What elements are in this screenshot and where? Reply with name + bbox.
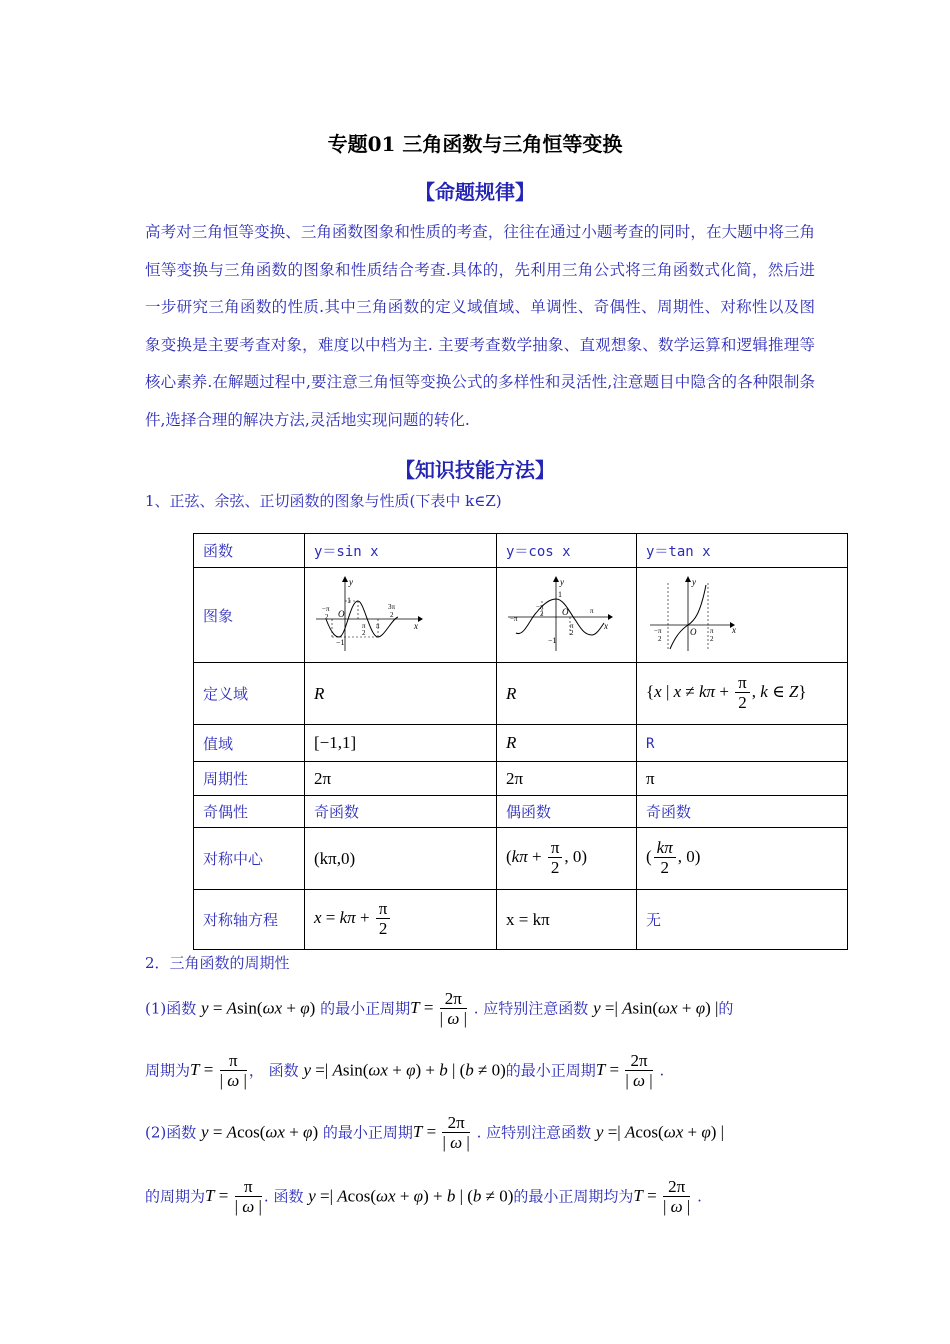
tan-center: ( $\frac{k\pi}{2}$ , 0) xyxy=(637,828,848,890)
sin-axis: x = kπ + $\frac{\pi}{2}$ xyxy=(305,890,497,950)
svg-text:2: 2 xyxy=(710,635,714,643)
svg-text:2: 2 xyxy=(325,613,329,621)
period-para-1-line-2: 周期为T = $\frac{\pi}{| \omega |}$ ， 函数 y =| Asin(ωx + φ) + b | (b ≠ 0)的最小正周期T = $\frac{2\pi}{| \omega |}$ . xyxy=(145,1051,665,1090)
svg-text:2: 2 xyxy=(540,610,544,618)
sin-graph xyxy=(314,573,424,653)
svg-text:π: π xyxy=(590,607,594,615)
svg-text:2: 2 xyxy=(390,611,394,619)
sin-parity: 奇函数 xyxy=(305,796,497,828)
item-2-heading: 2．三角函数的周期性 xyxy=(145,954,290,972)
section-heading-knowledge: 【知识技能方法】 xyxy=(395,458,555,482)
svg-text:π: π xyxy=(376,622,380,630)
col-head-function: 函数 xyxy=(194,534,305,568)
svg-text:1: 1 xyxy=(347,596,351,605)
sin-domain: R xyxy=(314,683,325,703)
cos-parity: 偶函数 xyxy=(497,796,637,828)
cos-center: (kπ + $\frac{\pi}{2}$ , 0) xyxy=(497,828,637,890)
col-head-tan: y＝tan x xyxy=(637,534,848,568)
svg-text:π: π xyxy=(570,622,574,630)
svg-text:−π: −π xyxy=(510,615,518,623)
tan-axis: 无 xyxy=(637,890,848,950)
row-head-center: 对称中心 xyxy=(194,828,305,890)
tan-period: π xyxy=(646,768,655,788)
tan-graph-cell xyxy=(637,568,848,663)
svg-text:2: 2 xyxy=(362,629,366,637)
svg-text:x: x xyxy=(414,621,418,631)
svg-text:−π: −π xyxy=(654,627,662,635)
period-para-2-line-1: (2)函数 y = Acos(ωx + φ) 的最小正周期T = $\frac{2\pi}{| \omega |}$ . 应特别注意函数 y =| Acos(ωx + φ) | xyxy=(145,1113,725,1152)
svg-text:O: O xyxy=(690,627,697,637)
cos-graph-cell xyxy=(497,568,637,663)
row-head-graph: 图象 xyxy=(194,568,305,663)
page-title: 专题01 三角函数与三角恒等变换 xyxy=(327,132,623,156)
cos-axis: x = kπ xyxy=(506,909,550,929)
sin-range: [−1,1] xyxy=(314,733,357,752)
item-1-heading: 1、正弦、余弦、正切函数的图象与性质(下表中 k∈Z) xyxy=(145,492,502,510)
svg-text:x: x xyxy=(732,625,736,635)
svg-text:π: π xyxy=(362,622,366,630)
sin-period: 2π xyxy=(314,768,332,788)
period-para-2-line-2: 的周期为T = $\frac{\pi}{| \omega |}$ . 函数 y =| Acos(ωx + φ) + b | (b ≠ 0)的最小正周期均为T = $\frac{2\pi}{| \omega |}$ . xyxy=(145,1177,702,1216)
row-head-domain: 定义域 xyxy=(194,663,305,725)
trig-properties-table xyxy=(193,533,848,950)
table-row xyxy=(194,663,848,725)
row-head-axis: 对称轴方程 xyxy=(194,890,305,950)
col-head-cos: y＝cos x xyxy=(497,534,637,568)
svg-text:y: y xyxy=(349,577,353,587)
svg-text:y: y xyxy=(560,577,564,587)
table-row xyxy=(194,568,848,663)
cos-range: R xyxy=(506,733,517,752)
svg-text:−π: −π xyxy=(322,605,330,613)
tan-graph xyxy=(646,573,746,653)
svg-text:x: x xyxy=(604,621,608,631)
svg-text:π: π xyxy=(710,627,714,635)
sin-center: (kπ,0) xyxy=(314,848,356,868)
table-row xyxy=(194,725,848,762)
table-row xyxy=(194,890,848,950)
table-row xyxy=(194,534,848,568)
table-row xyxy=(194,828,848,890)
tan-parity: 奇函数 xyxy=(637,796,848,828)
period-para-1-line-1: (1)函数 y = Asin(ωx + φ) 的最小正周期T = $\frac{2\pi}{| \omega |}$ . 应特别注意函数 y =| Asin(ωx + φ) |的 xyxy=(145,989,734,1028)
col-head-sin: y＝sin x xyxy=(305,534,497,568)
svg-text:y: y xyxy=(692,577,696,587)
row-head-period: 周期性 xyxy=(194,762,305,796)
svg-text:−1: −1 xyxy=(548,636,557,645)
row-head-range: 值域 xyxy=(194,725,305,762)
svg-text:2: 2 xyxy=(658,635,662,643)
table-row xyxy=(194,796,848,828)
svg-text:1: 1 xyxy=(558,590,562,599)
svg-text:O: O xyxy=(562,607,569,617)
svg-text:−1: −1 xyxy=(336,638,345,647)
cos-domain: R xyxy=(506,683,517,703)
svg-text:3π: 3π xyxy=(388,603,396,611)
row-head-parity: 奇偶性 xyxy=(194,796,305,828)
section-heading-rules: 【命题规律】 xyxy=(415,180,535,204)
svg-text:−π: −π xyxy=(536,603,544,611)
sin-graph-cell xyxy=(305,568,497,663)
table-row xyxy=(194,762,848,796)
rules-paragraph: 高考对三角恒等变换、三角函数图象和性质的考查，往往在通过小题考查的同时，在大题中将三角恒等变换与三角函数的图象和性质结合考查.具体的，先利用三角公式将三角函数式化简，然后进一步研究三角函数的性质.其中三角函数的定义域值域、单调性、奇偶性、周期性、对称性以及图象变换是主要考查对象，难度以中档为主. 主要考查数学抽象、直观想象、数学运算和逻辑推理等核心素养.在解题过程中,要注意三角恒等变换公式的多样性和灵活性,注意题目中隐含的各种限制条件,选择合理的解决方法,灵活地实现问题的转化. xyxy=(145,223,815,429)
cos-period: 2π xyxy=(506,768,524,788)
svg-text:2: 2 xyxy=(570,629,574,637)
svg-text:O: O xyxy=(338,609,345,619)
tan-domain: {x | x ≠ kπ + $\frac{\pi}{2}$ , k ∈ Z} xyxy=(637,663,848,725)
tan-range: R xyxy=(646,736,655,752)
cos-graph xyxy=(506,573,616,653)
